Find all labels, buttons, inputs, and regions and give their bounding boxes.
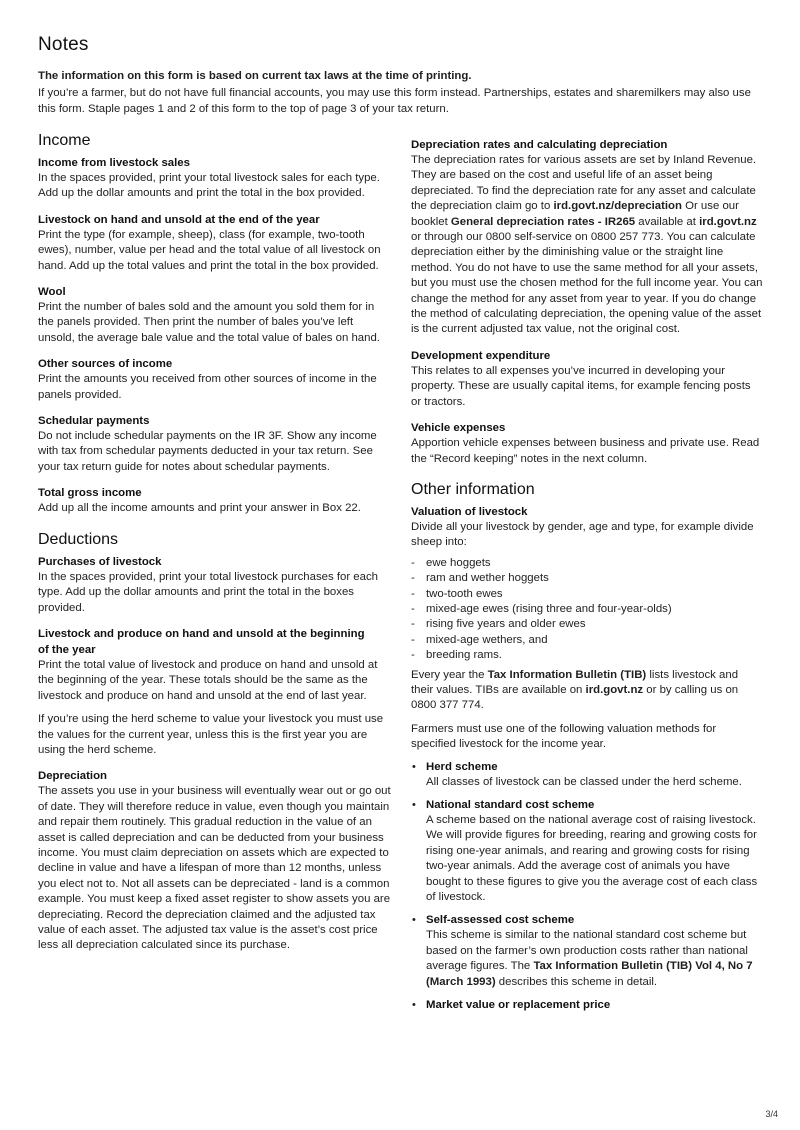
paragraph: Farmers must use one of the following valuation methods for specified livestock for the income year. <box>411 722 717 751</box>
paragraph: Print the number of bales sold and the amount you sold them for in the panels provided. Then print the number of bales you’ve left unsold, the average bale value and the total value of bales on hand. <box>38 301 380 344</box>
subheading: • National standard cost scheme <box>426 799 595 811</box>
text: available at <box>635 215 700 228</box>
subheading: Vehicle expenses <box>411 422 506 435</box>
list-item: - mixed-age wethers, and <box>411 633 763 648</box>
income-other-sources <box>38 356 392 403</box>
text: or by calling us on 0800 377 774. <box>411 683 739 712</box>
intro-bold-text: The information on this form is based on current tax laws at the time of printing. <box>38 70 472 82</box>
method-self-assessed-cost <box>411 912 763 990</box>
list-item: - two-tooth ewes <box>411 587 763 602</box>
paragraph: A scheme based on the national average cost of raising livestock. We will provide figures for breeding, rearing and growing costs for rising one-year animals, and rearing and growing costs for rising two-year animals. Add the average cost of animals you have bought to these figures to give you the average cost of each class of livestock. <box>426 814 758 904</box>
subheading: Wool <box>38 286 66 299</box>
development-expenditure <box>411 348 763 410</box>
page-title: Notes <box>38 34 89 55</box>
paragraph <box>426 928 763 990</box>
subheading: Livestock and produce on hand and unsold at the beginning of the year <box>38 627 365 656</box>
tib-name: Tax Information Bulletin (TIB) <box>487 668 647 681</box>
text: Every year the <box>411 668 488 681</box>
list-item: - ewe hoggets <box>411 556 763 571</box>
subheading: Total gross income <box>38 487 142 500</box>
subheading: • Market value or replacement price <box>426 999 611 1012</box>
paragraph: Add up all the income amounts and print your answer in Box 22. <box>38 502 361 515</box>
paragraph: Print the amounts you received from other sources of income in the panels provided. <box>38 373 377 401</box>
paragraph: Do not include schedular payments on the IR 3F. Show any income with tax from schedular payments deducted in your tax return. See your tax return guide for notes about schedular payments. <box>38 430 377 473</box>
notes-page <box>38 34 763 1012</box>
depreciation-link[interactable]: ird.govt.nz/depreciation <box>553 200 682 213</box>
method-herd-scheme <box>411 759 763 790</box>
paragraph: Print the total value of livestock and produce on hand and unsold at the beginning of the year. These totals should be the same as the livestock and produce on hand and unsold at the end of last year. <box>38 658 378 702</box>
page-number: 3/4 <box>765 1109 778 1119</box>
text: lists livestock and their values. TIBs are available on <box>411 668 739 696</box>
paragraph <box>411 668 763 714</box>
text: The depreciation rates for various assets are set by Inland Revenue. They are based on the cost and useful life of an asset being depreciated. To find the depreciation rate for any asset and calculate the depreciation claim go to <box>411 154 757 213</box>
section-heading-deductions: Deductions <box>38 530 119 548</box>
paragraph: If you’re using the herd scheme to value your livestock you must use the values for the current year, unless this is the first year you are using the herd scheme. <box>38 713 384 756</box>
income-livestock-sales <box>38 155 392 202</box>
valuation-of-livestock <box>411 504 763 1013</box>
income-total-gross <box>38 485 392 516</box>
paragraph: In the spaces provided, print your total livestock purchases for each type. Add up the dollar amounts and print the total in the boxes provided. <box>38 570 379 614</box>
subheading: • Herd scheme <box>426 760 498 773</box>
deductions-depreciation <box>38 768 392 953</box>
income-livestock-end <box>38 212 392 274</box>
text: Or use our booklet <box>411 200 739 228</box>
subheading: Other sources of income <box>38 358 173 371</box>
text: or through our 0800 self-service on 0800 257 773. You can calculate depreciation either by the diminishing value or the straight line method. You do not have to use the same method for all your assets, but you must use the chosen method for the full income year. You can change the method for any asset from year to year. If you do change the method of calculating depreciation, the opening value of the asset is the current adjusted tax value, not the original cost. <box>411 231 763 336</box>
subheading: Depreciation <box>38 770 107 783</box>
paragraph: In the spaces provided, print your total livestock sales for each type. Add up the dollar amounts and print the total in the box provided. <box>38 172 380 200</box>
right-column <box>411 137 763 1020</box>
section-heading-other-information: Other information <box>411 480 535 498</box>
intro-text: If you’re a farmer, but do not have full financial accounts, you may use this form instead. Partnerships, estates and sharemilkers may also use this form. Staple pages 1 and 2 of this form to the top of page 3 of your tax return. <box>38 87 751 115</box>
text: describes this scheme in detail. <box>495 975 658 988</box>
income-schedular <box>38 413 392 475</box>
depreciation-rates <box>411 137 763 338</box>
ird-link[interactable]: ird.govt.nz <box>585 683 644 696</box>
paragraph: Apportion vehicle expenses between business and private use. Read the “Record keeping” notes in the next column. <box>411 437 760 465</box>
paragraph: Print the type (for example, sheep), class (for example, two-tooth ewes), number, value per head and the total value of all livestock on hand. Add up the total values and print the total in the box provided. <box>38 228 381 272</box>
subheading: Income from livestock sales <box>38 157 190 169</box>
tib-reference: Tax Information Bulletin (TIB) Vol 4, No 7 (March 1993) <box>426 960 753 988</box>
booklet-name: General depreciation rates - IR265 <box>450 215 636 228</box>
paragraph: All classes of livestock can be classed under the herd scheme. <box>426 775 742 788</box>
valuation-methods-list <box>411 759 763 1013</box>
subheading: • Self-assessed cost scheme <box>426 914 575 927</box>
paragraph: Divide all your livestock by gender, age and type, for example divide sheep into: <box>411 520 754 549</box>
subheading: Purchases of livestock <box>38 555 162 568</box>
list-item: - mixed-age ewes (rising three and four-year-olds) <box>411 602 763 617</box>
paragraph: The assets you use in your business will eventually wear out or go out of date. They will therefore reduce in value, even though you maintain and repair them routinely. This gradual reduction in the value of an asset is called depreciation and can be deducted from your business income. You must claim depreciation on assets which are expected to decline in value and have a lifespan of more than 12 months, unless you elect not to. Not all assets can be depreciated - land is a common example. You must keep a fixed asset register to show assets you are depreciating. Record the depreciation claimed and the adjusted tax value of each asset. The adjusted tax value is the asset’s cost price less all depreciation calculated since its purchase. <box>38 785 391 952</box>
paragraph <box>411 153 763 338</box>
method-market-value <box>411 997 763 1013</box>
method-national-standard-cost <box>411 797 763 905</box>
text: This scheme is similar to the national standard cost scheme but based on the farmer’s own production costs rather than national average figures. The <box>426 929 748 973</box>
subheading: Depreciation rates and calculating depreciation <box>411 139 668 151</box>
subheading: Development expenditure <box>411 349 551 362</box>
income-wool <box>38 284 392 346</box>
deductions-livestock-begin <box>38 626 392 758</box>
deductions-purchases <box>38 554 392 616</box>
ird-link[interactable]: ird.govt.nz <box>699 215 757 228</box>
left-column <box>38 132 392 964</box>
subheading: Valuation of livestock <box>411 505 528 518</box>
list-item: - breeding rams. <box>411 648 763 663</box>
paragraph: This relates to all expenses you’ve incurred in developing your property. These are usually capital items, for example fencing posts or tractors. <box>411 364 751 408</box>
subheading: Livestock on hand and unsold at the end of the year <box>38 213 320 226</box>
list-item: - ram and wether hoggets <box>411 571 763 586</box>
vehicle-expenses <box>411 420 763 467</box>
subheading: Schedular payments <box>38 415 150 428</box>
sheep-class-list <box>411 556 763 664</box>
section-heading-income: Income <box>38 132 91 149</box>
list-item: - rising five years and older ewes <box>411 617 763 632</box>
